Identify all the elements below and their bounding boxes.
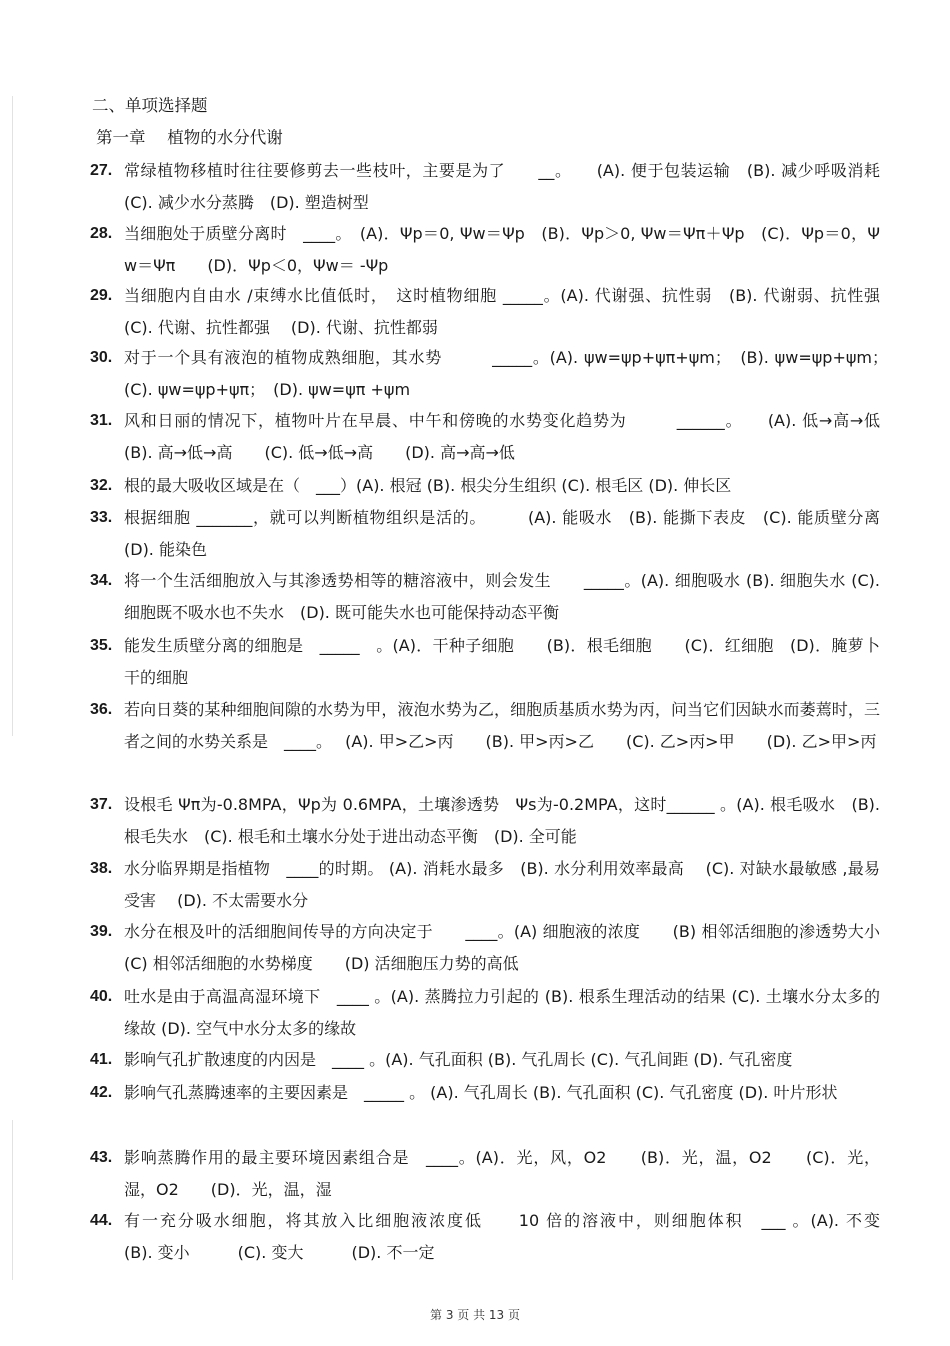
question-number: 36. — [90, 701, 113, 718]
question-text: 常绿植物移植时往往要修剪去一些枝叶，主要是为了 __。 (A). 便于包装运输 (B). 减少呼吸消耗 (C). 减少水分蒸腾 (D). 塑造树型 — [124, 161, 897, 212]
margin-line — [12, 96, 13, 736]
question-number: 39. — [90, 923, 113, 940]
question-text: 影响蒸腾作用的最主要环境因素组合是 ____。(A)．光，风，O2 (B)．光，温，O2 (C)．光，湿，O2 (D)．光，温，湿 — [124, 1148, 880, 1199]
question-item — [90, 630, 880, 693]
question-item — [90, 405, 913, 468]
question-text: 水分在根及叶的活细胞间传导的方向决定于 ____。(A) 细胞液的浓度 (B) 相邻活细胞的渗透势大小 (C) 相邻活细胞的水势梯度 (D) 活细胞压力势的高低 — [124, 922, 897, 973]
question-number: 43. — [90, 1149, 113, 1166]
question-number: 33. — [90, 509, 113, 526]
question-text: 根的最大吸收区域是在（ ___）(A). 根冠 (B). 根尖分生组织 (C). 根毛区 (D). 伸长区 — [124, 476, 732, 495]
question-text: 当细胞处于质壁分离时 ____。 (A)．Ψp＝0, Ψw＝Ψp (B)．Ψp＞0, Ψw＝Ψπ＋Ψp (C)．Ψp＝0，Ψw＝Ψπ (D)．Ψp＜0，Ψw＝ -Ψp — [124, 224, 880, 275]
question-item — [90, 280, 897, 343]
question-item — [90, 470, 880, 502]
question-item — [90, 853, 880, 916]
question-number: 31. — [90, 412, 113, 429]
question-number: 29. — [90, 287, 113, 304]
question-number: 44. — [90, 1212, 113, 1229]
question-number: 34. — [90, 572, 113, 589]
question-number: 27. — [90, 162, 113, 179]
question-item — [90, 565, 880, 628]
question-number: 37. — [90, 796, 113, 813]
question-item — [90, 155, 897, 218]
question-item — [90, 342, 897, 405]
question-text: 影响气孔扩散速度的内因是 ____ 。(A). 气孔面积 (B). 气孔周长 (C). 气孔间距 (D). 气孔密度 — [124, 1050, 793, 1069]
question-text: 能发生质壁分离的细胞是 _____ 。(A)．干种子细胞 (B)．根毛细胞 (C)．红细胞 (D)．腌萝卜干的细胞 — [124, 636, 880, 687]
question-text: 吐水是由于高温高湿环境下 ____ 。(A). 蒸腾拉力引起的 (B). 根系生理活动的结果 (C). 土壤水分太多的缘故 (D). 空气中水分太多的缘故 — [124, 987, 880, 1038]
margin-line-lower — [12, 1120, 13, 1280]
question-item — [90, 502, 897, 565]
question-item — [90, 916, 897, 979]
question-text: 当细胞内自由水 /束缚水比值低时， 这时植物细胞 _____。(A). 代谢强、抗性弱 (B). 代谢弱、抗性强 (C). 代谢、抗性都强 (D). 代谢、抗性都弱 — [124, 286, 897, 337]
question-item — [90, 1205, 929, 1268]
question-number: 32. — [90, 477, 113, 494]
question-number: 35. — [90, 637, 113, 654]
question-item — [90, 694, 880, 757]
question-text: 风和日丽的情况下，植物叶片在早晨、中午和傍晚的水势变化趋势为 ______。 (A). 低→高→低 (B). 高→低→高 (C). 低→低→高 (D). 高→高→低 — [124, 411, 913, 462]
chapter-title: 第一章 植物的水分代谢 — [96, 128, 283, 147]
question-item — [90, 1077, 880, 1109]
question-number: 41. — [90, 1051, 113, 1068]
question-text: 影响气孔蒸腾速率的主要因素是 _____ 。 (A). 气孔周长 (B). 气孔面积 (C). 气孔密度 (D). 叶片形状 — [124, 1083, 838, 1102]
question-item — [90, 218, 880, 281]
question-text: 将一个生活细胞放入与其渗透势相等的糖溶液中，则会发生 _____。(A). 细胞吸水 (B). 细胞失水 (C). 细胞既不吸水也不失水 (D). 既可能失水也可能保持动态平衡 — [124, 571, 880, 622]
question-number: 42. — [90, 1084, 113, 1101]
question-text: 设根毛 Ψπ为-0.8MPA，Ψp为 0.6MPA，土壤渗透势 Ψs为-0.2MPA，这时______ 。(A). 根毛吸水 (B). 根毛失水 (C). 根毛和土壤水分处于进出动态平衡 (D). 全可能 — [124, 795, 880, 846]
question-item — [90, 1044, 880, 1076]
section-title: 二、单项选择题 — [92, 96, 208, 115]
question-text: 有一充分吸水细胞，将其放入比细胞液浓度低 10 倍的溶液中，则细胞体积 ___ 。(A). 不变 (B). 变小 (C). 变大 (D). 不一定 — [124, 1211, 929, 1262]
question-number: 28. — [90, 225, 113, 242]
question-number: 40. — [90, 988, 113, 1005]
question-item — [90, 981, 880, 1044]
question-text: 水分临界期是指植物 ____的时期。 (A). 消耗水最多 (B). 水分利用效率最高 (C). 对缺水最敏感 ,最易受害 (D). 不太需要水分 — [124, 859, 880, 910]
question-text: 根据细胞 _______，就可以判断植物组织是活的。 (A). 能吸水 (B). 能撕下表皮 (C). 能质壁分离 (D). 能染色 — [124, 508, 897, 559]
question-item — [90, 1142, 880, 1205]
question-item — [90, 789, 880, 852]
question-number: 38. — [90, 860, 113, 877]
question-number: 30. — [90, 349, 113, 366]
question-text: 对于一个具有液泡的植物成熟细胞，其水势 _____。(A). ψw=ψp+ψπ+ψm； (B). ψw=ψp+ψm； (C). ψw=ψp+ψπ； (D). ψw=ψπ +ψm — [124, 348, 897, 399]
question-text: 若向日葵的某种细胞间隙的水势为甲，液泡水势为乙，细胞质基质水势为丙，问当它们因缺水而萎蔫时，三者之间的水势关系是 ____。 (A). 甲>乙>丙 (B). 甲>丙>乙 (C). 乙>丙>甲 (D). 乙>甲>丙 — [124, 700, 880, 751]
page-footer: 第 3 页 共 13 页 — [430, 1308, 520, 1322]
